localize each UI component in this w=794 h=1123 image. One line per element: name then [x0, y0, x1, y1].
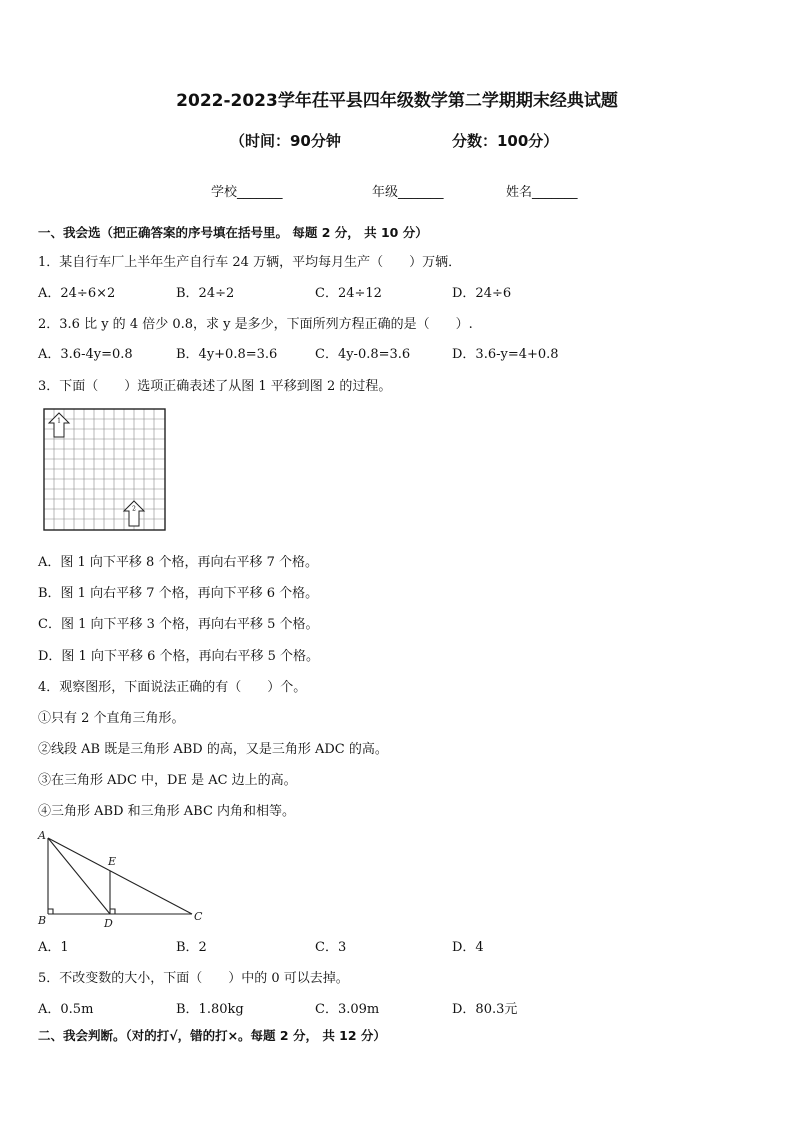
segment-ac	[48, 838, 192, 914]
q2-option-b: B．4y+0.8=3.6	[176, 347, 278, 362]
q4-statement-2: ②线段 AB 既是三角形 ABD 的高，又是三角形 ADC 的高。	[38, 742, 388, 757]
q4-statement-3: ③在三角形 ADC 中，DE 是 AC 边上的高。	[38, 773, 297, 788]
q1-option-d: D．24÷6	[452, 286, 512, 301]
right-angle-b	[48, 909, 53, 914]
page-title: 2022-2023学年茌平县四年级数学第二学期期末经典试题	[176, 91, 618, 111]
q1-option-c: C．24÷12	[315, 286, 382, 301]
segment-ad	[48, 838, 110, 914]
q5-option-d: D．80.3元	[452, 1002, 518, 1017]
q4-option-d: D．4	[452, 940, 484, 955]
q4-option-c: C．3	[315, 940, 347, 955]
figure-2-label: 2	[132, 505, 136, 513]
q3-option-c: C．图 1 向下平移 3 个格，再向右平移 5 个格。	[38, 617, 319, 632]
school-field: 学校_______	[211, 185, 283, 200]
section-2-heading: 二、我会判断。（对的打√，错的打×。每题 2 分， 共 12 分）	[38, 1028, 386, 1043]
point-a-label: A	[38, 829, 46, 842]
q4-option-b: B．2	[176, 940, 207, 955]
exam-time: （时间：90分钟	[230, 132, 341, 150]
question-2: 2．3.6 比 y 的 4 倍少 0.8，求 y 是多少，下面所列方程正确的是（ ）.	[38, 317, 473, 332]
name-field: 姓名_______	[506, 185, 578, 200]
question-3: 3．下面（ ）选项正确表述了从图 1 平移到图 2 的过程。	[38, 379, 392, 394]
q3-option-a: A．图 1 向下平移 8 个格，再向右平移 7 个格。	[38, 555, 318, 570]
q4-option-a: A．1	[38, 940, 69, 955]
question-1: 1．某自行车厂上半年生产自行车 24 万辆，平均每月生产（ ）万辆．	[38, 255, 462, 270]
figure-1-label: 1	[57, 417, 61, 425]
q1-option-b: B．24÷2	[176, 286, 235, 301]
q5-option-b: B．1.80kg	[176, 1002, 244, 1017]
point-e-label: E	[108, 855, 117, 868]
triangle-figure	[34, 828, 206, 930]
q2-option-c: C．4y-0.8=3.6	[315, 347, 411, 362]
q4-statement-4: ④三角形 ABD 和三角形 ABC 内角和相等。	[38, 804, 296, 819]
exam-score: 分数：100分）	[452, 132, 559, 150]
q1-option-a: A．24÷6×2	[38, 286, 116, 301]
q5-option-c: C．3.09m	[315, 1002, 380, 1017]
q5-option-a: A．0.5m	[38, 1002, 94, 1017]
q2-option-a: A．3.6-4y=0.8	[38, 347, 133, 362]
section-1-heading: 一、我会选（把正确答案的序号填在括号里。 每题 2 分， 共 10 分）	[38, 225, 428, 240]
point-d-label: D	[104, 917, 113, 930]
point-c-label: C	[194, 910, 203, 923]
point-b-label: B	[38, 914, 47, 927]
translation-grid-figure	[43, 408, 167, 531]
grade-field: 年级_______	[372, 185, 444, 200]
q3-option-d: D．图 1 向下平移 6 个格，再向右平移 5 个格。	[38, 649, 320, 664]
right-angle-d	[110, 909, 115, 914]
q4-statement-1: ①只有 2 个直角三角形。	[38, 711, 185, 726]
q2-option-d: D．3.6-y=4+0.8	[452, 347, 559, 362]
question-4: 4．观察图形，下面说法正确的有（ ）个。	[38, 680, 307, 695]
q3-option-b: B．图 1 向右平移 7 个格，再向下平移 6 个格。	[38, 586, 319, 601]
question-5: 5．不改变数的大小，下面（ ）中的 0 可以去掉。	[38, 971, 349, 986]
